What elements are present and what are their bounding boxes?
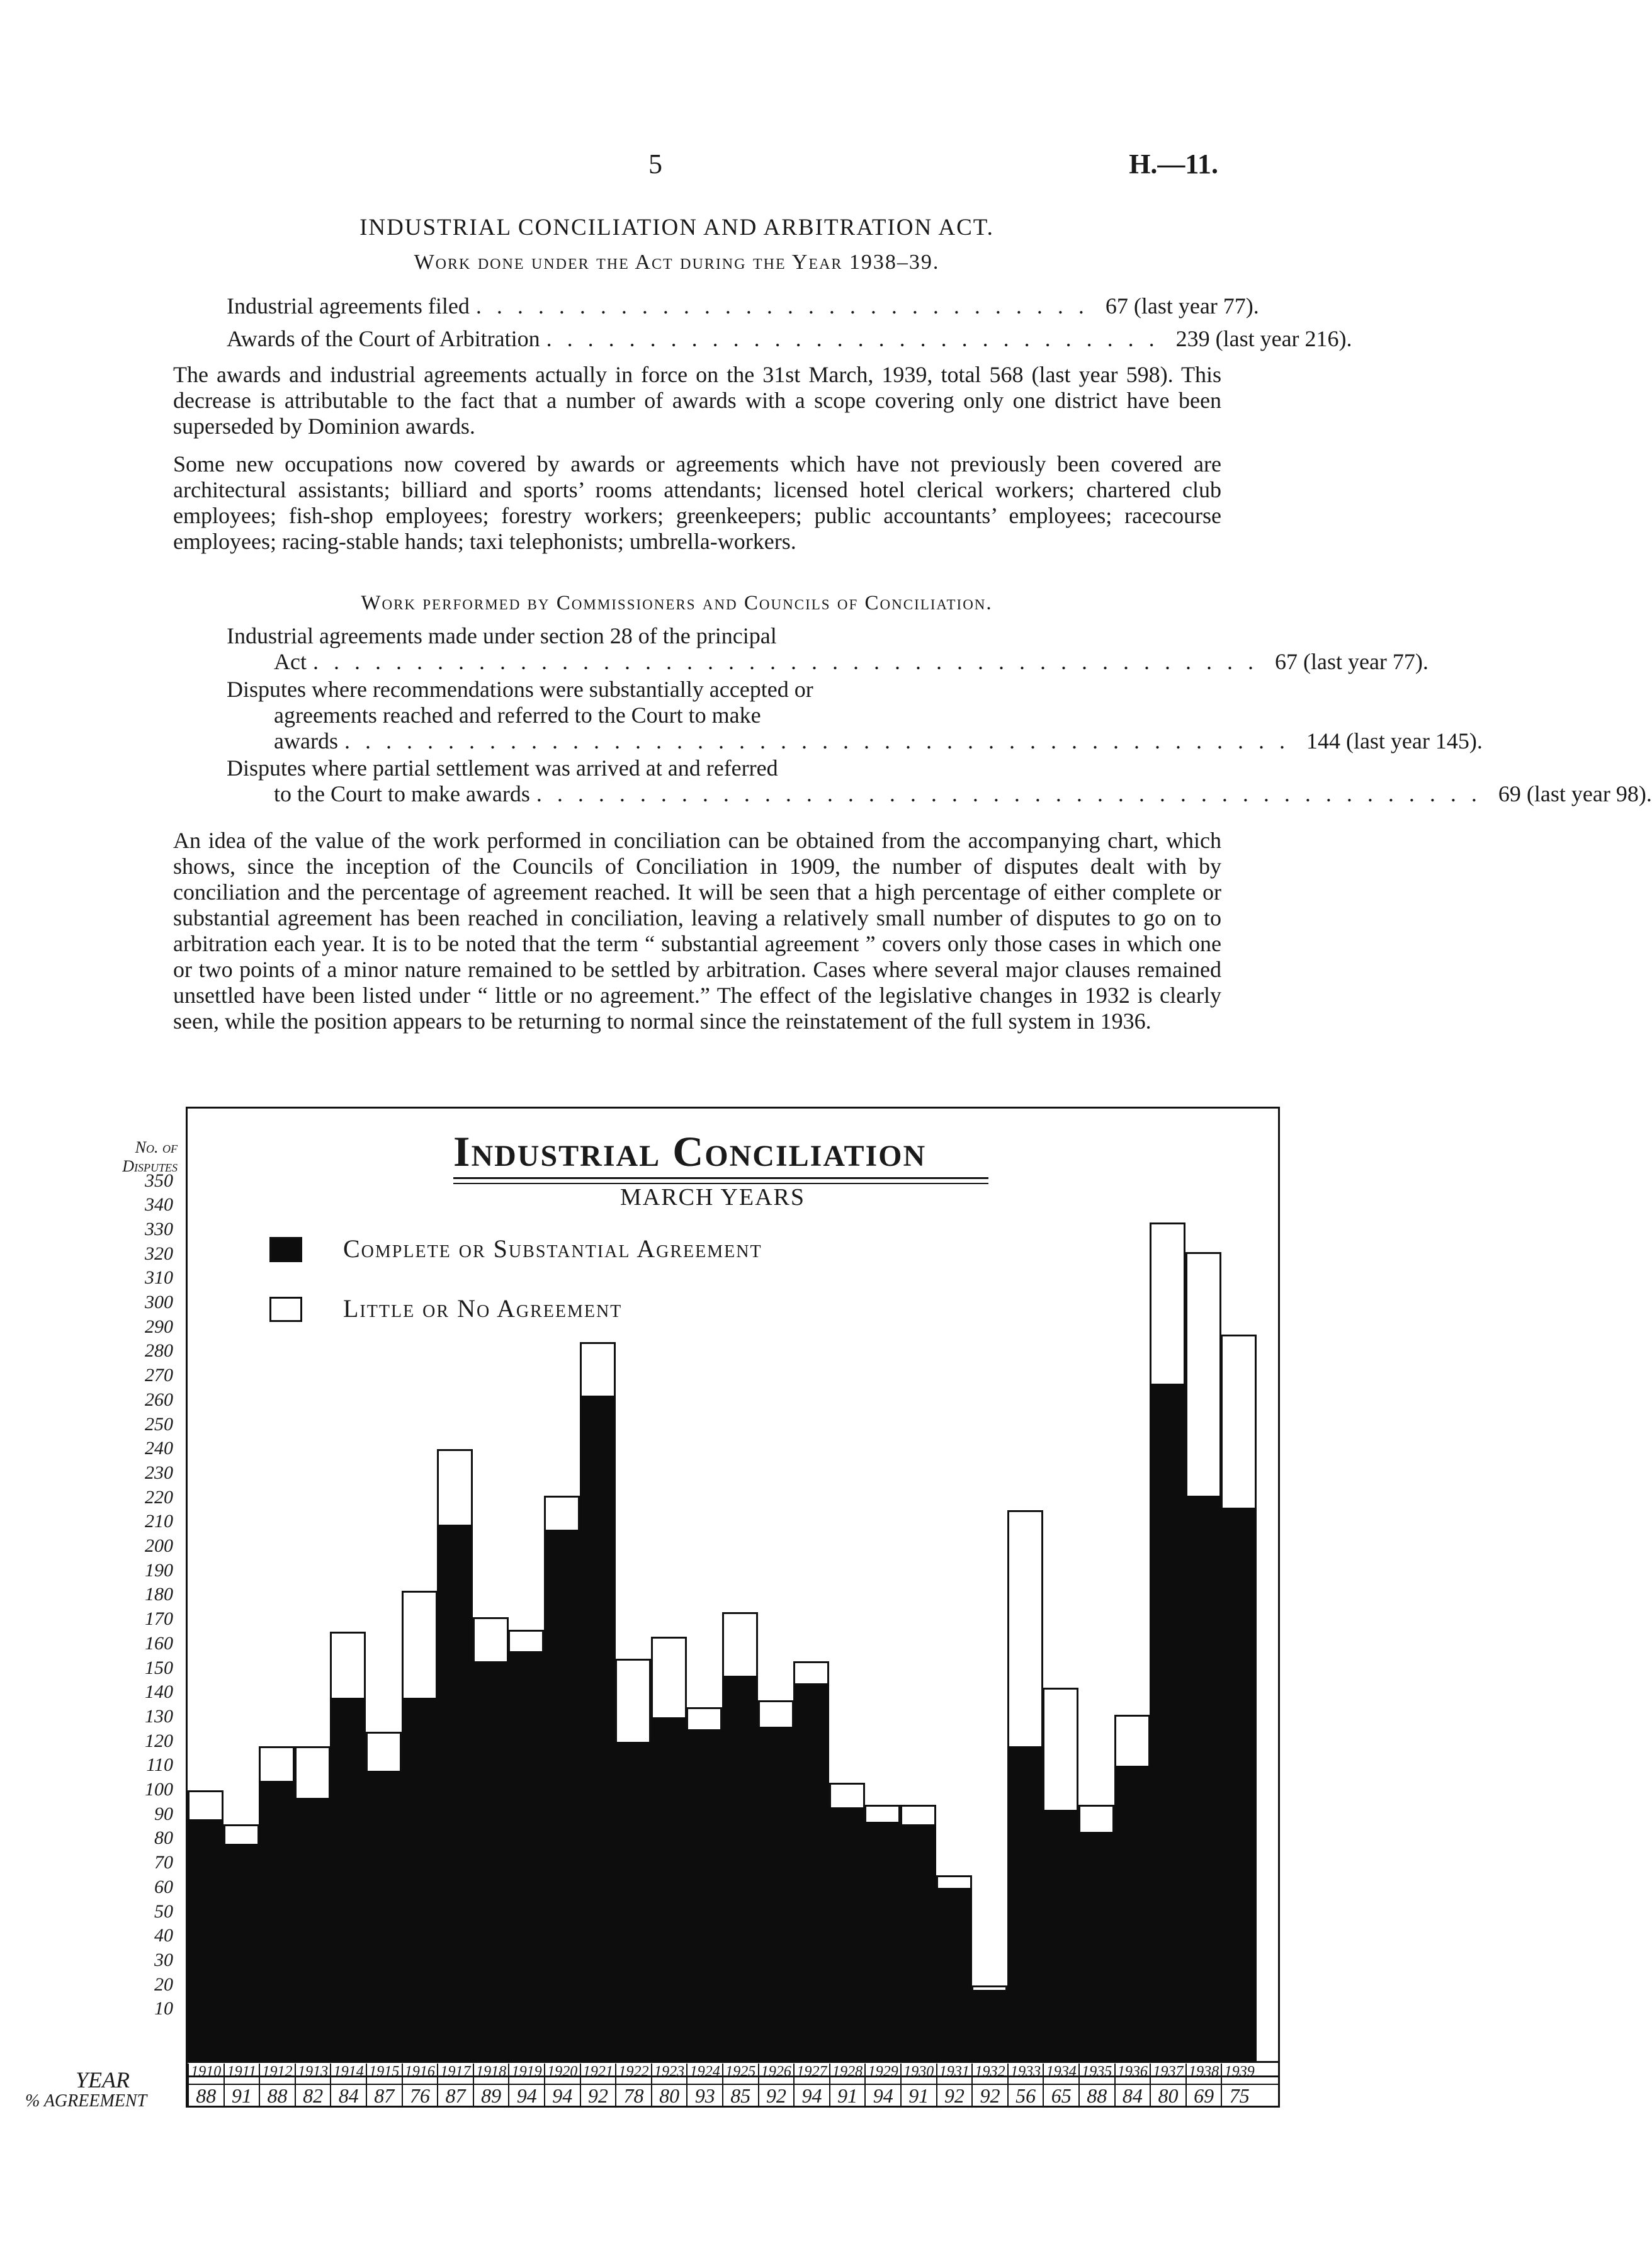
year-cell: 1919 (508, 2064, 544, 2084)
y-tick-label: 330 (145, 1218, 173, 1239)
year-cell: 1918 (473, 2064, 509, 2084)
y-tick-label: 320 (145, 1243, 173, 1264)
bar-agreement (793, 1683, 829, 2061)
y-axis-title: No. of Disputes (122, 1138, 178, 1175)
y-tick-label: 50 (154, 1900, 173, 1922)
y-tick-label: 210 (145, 1511, 173, 1532)
page-title: INDUSTRIAL CONCILIATION AND ARBITRATION ACT. (359, 215, 994, 240)
item-value: 144 (last year 145). (1306, 728, 1483, 754)
summary-value: 67 (last year 77). (1105, 293, 1259, 319)
year-cell: 1921 (580, 2064, 616, 2084)
bar-little-or-no-agreement (402, 1591, 438, 1700)
year-cell: 1938 (1185, 2064, 1221, 2084)
agreement-pct-cell: 92 (580, 2084, 616, 2106)
bar-little-or-no-agreement (1078, 1805, 1114, 1834)
section-heading: Work performed by Commissioners and Councils of Conciliation. (361, 592, 993, 614)
y-tick-label: 270 (145, 1365, 173, 1386)
bar-little-or-no-agreement (508, 1630, 544, 1654)
commissioner-item (227, 623, 1429, 675)
item-last-line (227, 781, 1652, 807)
bar-little-or-no-agreement (580, 1342, 616, 1398)
year-cell: 1935 (1078, 2064, 1114, 2084)
agreement-pct-cell: 76 (402, 2084, 438, 2106)
bar-agreement (1185, 1496, 1221, 2061)
y-tick-label: 140 (145, 1681, 173, 1703)
agreement-pct-cell: 87 (366, 2084, 402, 2106)
y-tick-label: 130 (145, 1705, 173, 1727)
bar-little-or-no-agreement (259, 1746, 295, 1782)
agreement-pct-cell: 84 (330, 2084, 366, 2106)
bar-agreement (580, 1396, 616, 2061)
chart-subtitle: MARCH YEARS (620, 1184, 806, 1211)
bar-little-or-no-agreement (295, 1746, 331, 1799)
agreement-pct-cell: 75 (1221, 2084, 1257, 2106)
agreement-pct-cell: 94 (544, 2084, 580, 2106)
bar-agreement (402, 1698, 438, 2061)
bar-agreement (330, 1698, 366, 2061)
agreement-pct-cell: 94 (508, 2084, 544, 2106)
bar-little-or-no-agreement (758, 1700, 794, 1729)
y-tick-label: 80 (154, 1827, 173, 1849)
item-line: Disputes where recommendations were substantially accepted or (227, 677, 813, 702)
agreement-row-label: % AGREEMENT (25, 2091, 147, 2111)
paragraph-awards-in-force: The awards and industrial agreements actually in force on the 31st March, 1939, total 568 (last year 598). This decrease is attributable to the fact that a number of awards with a scope covering only one district have been superseded by Dominion awards. (173, 362, 1221, 439)
commissioner-item (227, 755, 1652, 807)
bar-little-or-no-agreement (366, 1732, 402, 1773)
bar-little-or-no-agreement (722, 1612, 758, 1678)
bar-agreement (864, 1822, 900, 2061)
bar-agreement (295, 1798, 331, 2061)
y-tick-label: 200 (145, 1535, 173, 1556)
year-cell: 1939 (1221, 2064, 1257, 2084)
agreement-pct-cell: 94 (793, 2084, 829, 2106)
y-tick-label: 10 (154, 1998, 173, 2019)
leader-dots: .............................................. (536, 781, 1492, 806)
bar-agreement (1150, 1384, 1185, 2061)
year-cell: 1937 (1150, 2064, 1185, 2084)
item-line: Disputes where partial settlement was arrived at and referred (227, 755, 778, 781)
agreement-pct-cell: 88 (259, 2084, 295, 2106)
y-tick-label: 120 (145, 1730, 173, 1751)
year-cell: 1917 (437, 2064, 473, 2084)
bar-agreement (223, 1844, 259, 2061)
bar-agreement (615, 1742, 651, 2061)
item-value: 67 (last year 77). (1274, 649, 1429, 674)
year-cell: 1933 (1007, 2064, 1043, 2084)
bar-agreement (686, 1729, 722, 2061)
y-tick-label: 150 (145, 1657, 173, 1678)
y-tick-label: 190 (145, 1559, 173, 1581)
agreement-pct-cell: 89 (473, 2084, 509, 2106)
y-tick-label: 30 (154, 1949, 173, 1970)
y-tick-label: 160 (145, 1632, 173, 1654)
legend-label-agreement: Complete or Substantial Agreement (343, 1234, 762, 1263)
bar-agreement (900, 1824, 936, 2061)
year-cell: 1915 (366, 2064, 402, 2084)
bar-little-or-no-agreement (686, 1707, 722, 1731)
year-cell: 1911 (223, 2064, 259, 2084)
agreement-pct-cell: 80 (1150, 2084, 1185, 2106)
item-line: Industrial agreements made under section 28 of the principal (227, 623, 777, 648)
agreement-pct-cell: 78 (615, 2084, 651, 2106)
agreement-pct-cell: 91 (829, 2084, 865, 2106)
bar-agreement (544, 1530, 580, 2061)
legend-swatch-agreement (269, 1237, 302, 1262)
bar-agreement (437, 1525, 473, 2061)
year-cell: 1926 (758, 2064, 794, 2084)
y-tick-label: 230 (145, 1462, 173, 1483)
bar-agreement (971, 1990, 1007, 2061)
y-tick-label: 300 (145, 1292, 173, 1313)
bar-agreement (1114, 1766, 1150, 2061)
item-last-line (227, 728, 1483, 754)
y-tick-label: 250 (145, 1413, 173, 1435)
agreement-pct-cell: 65 (1043, 2084, 1078, 2106)
year-cell: 1932 (971, 2064, 1007, 2084)
agreement-pct-cell: 92 (971, 2084, 1007, 2106)
agreement-pct-cell: 80 (651, 2084, 687, 2106)
year-row-label: YEAR (76, 2067, 130, 2092)
item-last-text: to the Court to make awards (274, 781, 530, 806)
year-cell: 1916 (402, 2064, 438, 2084)
bar-agreement (758, 1727, 794, 2061)
y-tick-label: 240 (145, 1438, 173, 1459)
y-tick-label: 60 (154, 1876, 173, 1897)
year-cell: 1936 (1114, 2064, 1150, 2084)
year-cell: 1924 (686, 2064, 722, 2084)
document-code: H.—11. (1129, 149, 1218, 179)
y-tick-label: 20 (154, 1973, 173, 1995)
item-value: 69 (last year 98). (1498, 781, 1652, 806)
bar-little-or-no-agreement (1150, 1222, 1185, 1385)
y-tick-label: 280 (145, 1340, 173, 1362)
y-tick-label: 70 (154, 1852, 173, 1873)
bar-little-or-no-agreement (1007, 1510, 1043, 1748)
summary-value: 239 (last year 216). (1175, 326, 1352, 351)
bar-agreement (508, 1651, 544, 2061)
agreement-pct-cell: 82 (295, 2084, 331, 2106)
item-last-text: Act (274, 649, 307, 674)
y-tick-label: 170 (145, 1608, 173, 1630)
year-cell: 1930 (900, 2064, 936, 2084)
leader-dots: .............................. (475, 293, 1099, 319)
bar-little-or-no-agreement (829, 1783, 865, 1809)
agreement-pct-cell: 85 (722, 2084, 758, 2106)
bar-agreement (1007, 1746, 1043, 2061)
agreement-pct-cell: 91 (900, 2084, 936, 2106)
bar-little-or-no-agreement (330, 1632, 366, 1699)
y-tick-label: 290 (145, 1316, 173, 1337)
summary-row (227, 293, 1259, 319)
year-cell: 1929 (864, 2064, 900, 2084)
year-cell: 1927 (793, 2064, 829, 2084)
agreement-pct-cell: 88 (188, 2084, 223, 2106)
page-subtitle: Work done under the Act during the Year 1938–39. (414, 251, 940, 274)
y-tick-label: 90 (154, 1803, 173, 1824)
bar-little-or-no-agreement (864, 1805, 900, 1824)
y-tick-label: 180 (145, 1584, 173, 1605)
bar-little-or-no-agreement (1221, 1335, 1257, 1510)
bar-little-or-no-agreement (188, 1790, 223, 1821)
summary-label: Awards of the Court of Arbitration (227, 326, 540, 351)
agreement-pct-cell: 92 (758, 2084, 794, 2106)
paragraph-chart-intro: An idea of the value of the work performed in conciliation can be obtained from the accompanying chart, which shows, since the inception of the Councils of Conciliation in 1909, the number of disputes dealt with by conciliation and the percentage of agreement reached. It will be seen that a high percentage of either complete or substantial agreement has been reached in conciliation, leaving a relatively small number of disputes to go on to arbitration each year. It is to be noted that the term “ substantial agreement ” covers only those cases in which one or two points of a minor nature remained to be settled by arbitration. Cases where several major clauses remained unsettled have been listed under “ little or no agreement.” The effect of the legislative changes in 1932 is clearly seen, while the position appears to be returning to normal since the reinstatement of the full system in 1936. (173, 828, 1221, 1034)
chart-title: Industrial Conciliation (453, 1127, 927, 1175)
year-cell: 1910 (188, 2064, 223, 2084)
y-tick-label: 220 (145, 1486, 173, 1508)
summary-label: Industrial agreements filed (227, 293, 470, 319)
y-tick-label: 110 (146, 1754, 173, 1776)
year-cell: 1925 (722, 2064, 758, 2084)
bar-agreement (1221, 1508, 1257, 2061)
legend-label-no-agreement: Little or No Agreement (343, 1294, 623, 1323)
paragraph-new-occupations: Some new occupations now covered by awards or agreements which have not previously been covered are architectural assistants; billiard and sports’ rooms attendants; licensed hotel clerical workers; chartered club employees; fish-shop employees; forestry workers; greenkeepers; public accountants’ employees; racecourse employees; racing-stable hands; taxi telephonists; umbrella-workers. (173, 451, 1221, 554)
leader-dots: .............................. (546, 326, 1170, 351)
bar-little-or-no-agreement (1185, 1252, 1221, 1498)
bar-little-or-no-agreement (793, 1661, 829, 1685)
year-cell: 1914 (330, 2064, 366, 2084)
bar-agreement (722, 1676, 758, 2061)
agreement-pct-cell: 69 (1185, 2084, 1221, 2106)
leader-dots: .............................................. (344, 728, 1300, 754)
agreement-pct-cell: 91 (223, 2084, 259, 2106)
agreement-pct-cell: 56 (1007, 2084, 1043, 2106)
bar-agreement (1078, 1832, 1114, 2061)
bar-agreement (1043, 1810, 1078, 2061)
leader-dots: .............................................. (312, 649, 1269, 674)
year-cell: 1922 (615, 2064, 651, 2084)
year-cell: 1928 (829, 2064, 865, 2084)
agreement-pct-cell: 92 (936, 2084, 972, 2106)
bar-agreement (188, 1819, 223, 2061)
bar-little-or-no-agreement (615, 1659, 651, 1744)
y-tick-label: 340 (145, 1194, 173, 1216)
item-last-line (227, 649, 1429, 675)
year-cell: 1913 (295, 2064, 331, 2084)
year-cell: 1923 (651, 2064, 687, 2084)
bar-agreement (473, 1661, 509, 2061)
bar-little-or-no-agreement (1114, 1715, 1150, 1768)
bar-agreement (829, 1807, 865, 2061)
agreement-pct-cell: 84 (1114, 2084, 1150, 2106)
item-line: agreements reached and referred to the Court to make (274, 703, 761, 728)
agreement-pct-cell: 94 (864, 2084, 900, 2106)
bar-little-or-no-agreement (544, 1496, 580, 1532)
agreement-pct-cell: 93 (686, 2084, 722, 2106)
bar-little-or-no-agreement (223, 1824, 259, 1846)
bar-agreement (366, 1771, 402, 2061)
summary-row (227, 325, 1352, 352)
legend-swatch-no-agreement (269, 1297, 302, 1322)
year-cell: 1934 (1043, 2064, 1078, 2084)
bar-little-or-no-agreement (900, 1805, 936, 1826)
year-cell: 1912 (259, 2064, 295, 2084)
agreement-pct-cell: 88 (1078, 2084, 1114, 2106)
bar-little-or-no-agreement (437, 1449, 473, 1527)
y-tick-label: 40 (154, 1925, 173, 1946)
bar-little-or-no-agreement (1043, 1688, 1078, 1812)
bar-agreement (259, 1781, 295, 2061)
y-tick-label: 260 (145, 1389, 173, 1410)
year-cell: 1920 (544, 2064, 580, 2084)
bar-agreement (651, 1717, 687, 2061)
y-tick-label: 100 (145, 1779, 173, 1800)
item-last-text: awards (274, 728, 338, 754)
y-tick-label: 350 (145, 1170, 173, 1191)
page-number: 5 (648, 149, 662, 179)
bar-little-or-no-agreement (651, 1637, 687, 1719)
year-cell: 1931 (936, 2064, 972, 2084)
bar-agreement (936, 1888, 972, 2061)
y-tick-label: 310 (145, 1267, 173, 1289)
agreement-pct-cell: 87 (437, 2084, 473, 2106)
bar-little-or-no-agreement (473, 1617, 509, 1663)
commissioner-item (227, 677, 1483, 754)
